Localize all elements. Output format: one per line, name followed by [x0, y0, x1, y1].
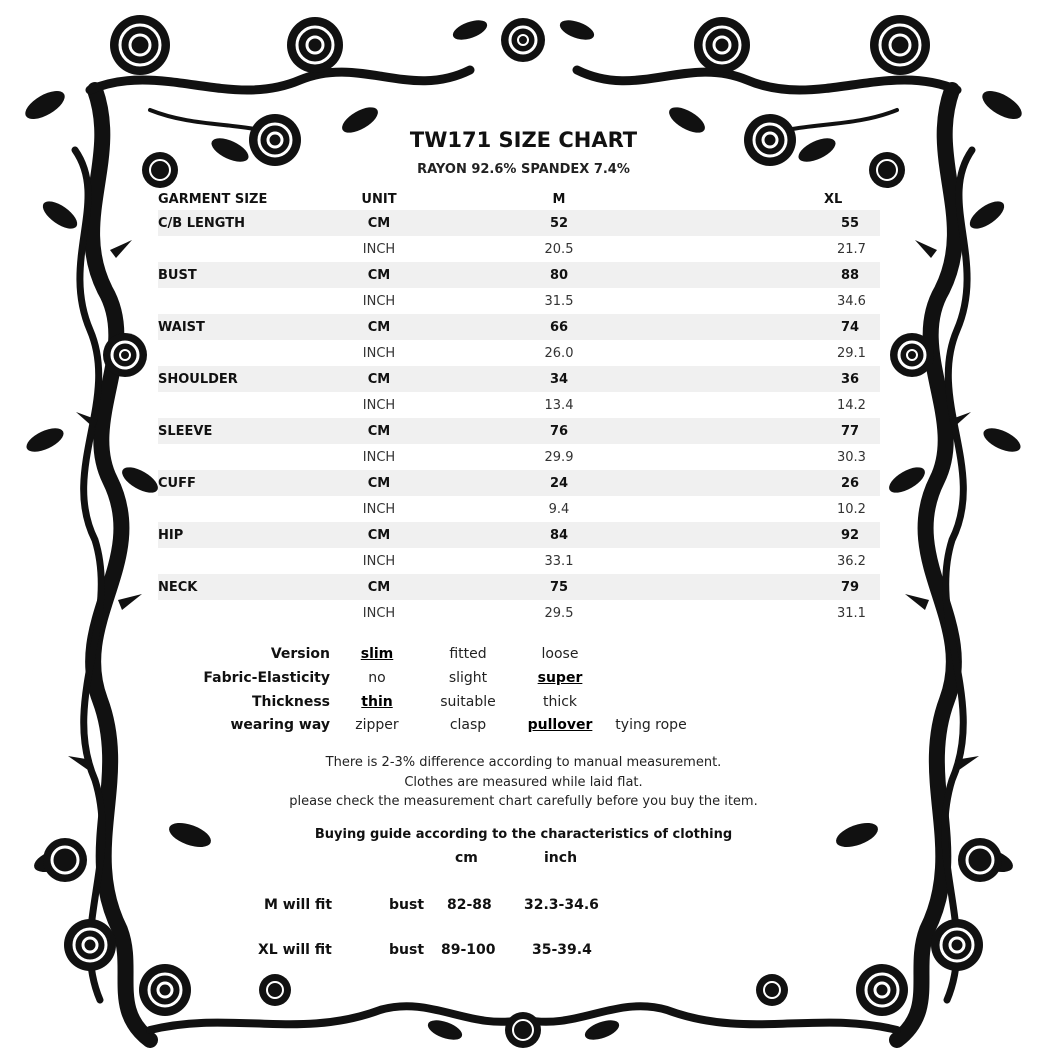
value-m: 26.0	[404, 340, 714, 366]
size-table	[158, 188, 880, 626]
value-m: 80	[404, 262, 714, 288]
unit-cell: CM	[354, 574, 404, 600]
unit-cell: CM	[354, 314, 404, 340]
characteristic-option: zipper	[355, 717, 399, 733]
value-xl: 92	[714, 522, 880, 548]
value-xl: 26	[714, 470, 880, 496]
table-row	[158, 314, 880, 340]
measure-name-blank	[158, 288, 354, 314]
measure-name: SLEEVE	[158, 418, 354, 444]
value-xl: 77	[714, 418, 880, 444]
characteristic-option: fitted	[449, 646, 487, 662]
characteristic-option: slight	[448, 670, 488, 686]
table-row	[158, 236, 880, 262]
measure-name-blank	[158, 444, 354, 470]
characteristic-label: Thickness	[251, 694, 330, 710]
measure-name: SHOULDER	[158, 366, 354, 392]
value-m: 29.5	[404, 600, 714, 626]
note-line: please check the measurement chart carefully before you buy the item.	[289, 794, 758, 809]
unit-cell: CM	[354, 522, 404, 548]
measure-name: NECK	[158, 574, 354, 600]
value-m: 13.4	[404, 392, 714, 418]
measure-name-blank	[158, 600, 354, 626]
characteristic-option: slim	[360, 646, 394, 662]
value-xl: 21.7	[714, 236, 880, 262]
value-xl: 10.2	[714, 496, 880, 522]
value-xl: 88	[714, 262, 880, 288]
measure-name-blank	[158, 548, 354, 574]
note-line: Clothes are measured while laid flat.	[404, 774, 643, 790]
value-xl: 34.6	[714, 288, 880, 314]
table-row	[158, 522, 880, 548]
characteristic-option: pullover	[527, 717, 593, 733]
value-m: 75	[404, 574, 714, 600]
header-size-m: M	[552, 191, 566, 207]
value-m: 33.1	[404, 548, 714, 574]
characteristic-label: Fabric-Elasticity	[203, 670, 330, 686]
unit-cell: INCH	[354, 340, 404, 366]
page-title: TW171 SIZE CHART	[409, 128, 638, 152]
unit-cell: INCH	[354, 600, 404, 626]
buying-guide-title: Buying guide according to the characteristics of clothing	[314, 827, 733, 842]
header-garment-size: GARMENT SIZE	[158, 191, 268, 207]
measure-name-blank	[158, 496, 354, 522]
table-row	[158, 600, 880, 626]
characteristic-row	[0, 646, 1047, 668]
header-size-xl: XL	[824, 191, 843, 207]
guide-inch: 35-39.4	[532, 942, 592, 958]
measure-name: HIP	[158, 522, 354, 548]
characteristic-option: no	[368, 670, 386, 686]
measure-name-blank	[158, 236, 354, 262]
value-m: 9.4	[404, 496, 714, 522]
table-row	[158, 262, 880, 288]
value-xl: 36	[714, 366, 880, 392]
guide-size: XL will fit	[258, 942, 332, 958]
guide-col-cm: cm	[455, 850, 478, 866]
table-row	[158, 444, 880, 470]
value-m: 84	[404, 522, 714, 548]
value-m: 52	[404, 210, 714, 236]
value-xl: 74	[714, 314, 880, 340]
unit-cell: CM	[354, 470, 404, 496]
table-row	[158, 496, 880, 522]
characteristic-option: thick	[542, 694, 578, 710]
table-row	[158, 548, 880, 574]
value-m: 20.5	[404, 236, 714, 262]
value-xl: 31.1	[714, 600, 880, 626]
measure-name-blank	[158, 340, 354, 366]
table-row	[158, 288, 880, 314]
measurement-notes	[0, 753, 1047, 812]
characteristic-option: loose	[541, 646, 579, 662]
measure-name: WAIST	[158, 314, 354, 340]
characteristic-row	[0, 670, 1047, 692]
unit-cell: INCH	[354, 392, 404, 418]
note-line: There is 2-3% difference according to manual measurement.	[325, 755, 722, 770]
header-unit: UNIT	[361, 191, 397, 207]
unit-cell: INCH	[354, 548, 404, 574]
characteristic-row	[0, 717, 1047, 739]
guide-part: bust	[389, 942, 425, 958]
value-xl: 29.1	[714, 340, 880, 366]
unit-cell: INCH	[354, 288, 404, 314]
guide-size: M will fit	[264, 897, 333, 913]
table-row	[158, 418, 880, 444]
table-row	[158, 470, 880, 496]
value-xl: 36.2	[714, 548, 880, 574]
buying-guide-box	[158, 872, 880, 962]
guide-col-inch: inch	[544, 850, 578, 866]
value-xl: 55	[714, 210, 880, 236]
characteristic-option: suitable	[440, 694, 496, 710]
characteristic-option: clasp	[449, 717, 487, 733]
table-row	[158, 210, 880, 236]
table-row	[158, 340, 880, 366]
value-m: 29.9	[404, 444, 714, 470]
table-row	[158, 366, 880, 392]
unit-cell: CM	[354, 418, 404, 444]
characteristic-row	[0, 694, 1047, 716]
characteristic-option: tying rope	[615, 717, 687, 733]
characteristic-label: Version	[270, 646, 330, 662]
unit-cell: CM	[354, 210, 404, 236]
unit-cell: INCH	[354, 496, 404, 522]
unit-cell: INCH	[354, 236, 404, 262]
table-row	[158, 392, 880, 418]
unit-cell: INCH	[354, 444, 404, 470]
value-xl: 30.3	[714, 444, 880, 470]
value-xl: 79	[714, 574, 880, 600]
value-xl: 14.2	[714, 392, 880, 418]
measure-name-blank	[158, 392, 354, 418]
table-header-row	[158, 188, 880, 210]
value-m: 76	[404, 418, 714, 444]
table-row	[158, 574, 880, 600]
value-m: 31.5	[404, 288, 714, 314]
value-m: 24	[404, 470, 714, 496]
unit-cell: CM	[354, 262, 404, 288]
characteristic-option: super	[537, 670, 583, 686]
value-m: 66	[404, 314, 714, 340]
guide-part: bust	[389, 897, 425, 913]
measure-name: C/B LENGTH	[158, 210, 354, 236]
guide-cm: 82-88	[447, 897, 492, 913]
value-m: 34	[404, 366, 714, 392]
characteristic-label: wearing way	[230, 717, 330, 733]
unit-cell: CM	[354, 366, 404, 392]
measure-name: CUFF	[158, 470, 354, 496]
guide-inch: 32.3-34.6	[524, 897, 599, 913]
characteristic-option: thin	[361, 694, 393, 710]
measure-name: BUST	[158, 262, 354, 288]
fabric-composition: RAYON 92.6% SPANDEX 7.4%	[417, 162, 630, 177]
guide-cm: 89-100	[441, 942, 496, 958]
